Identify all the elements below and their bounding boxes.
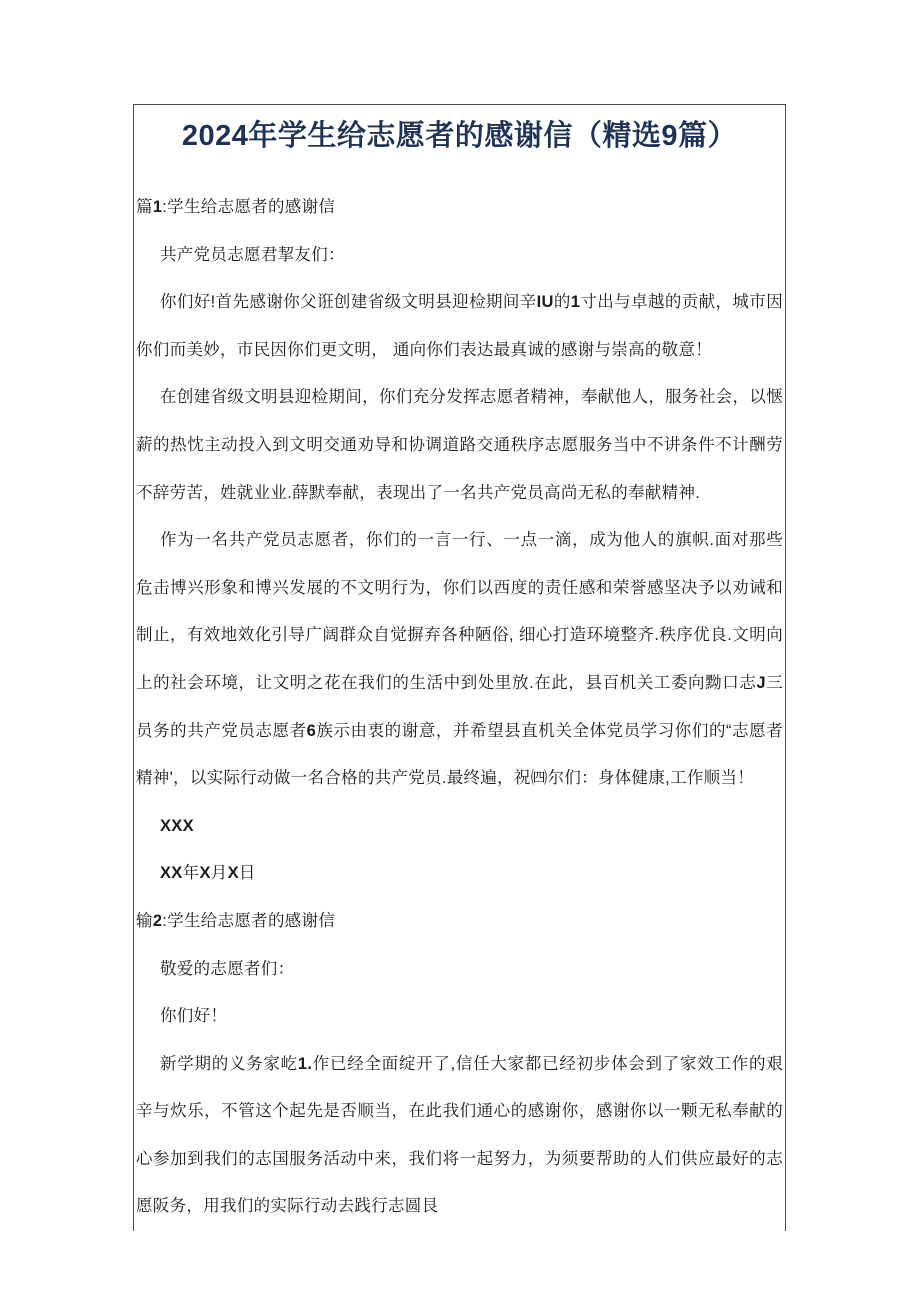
paragraph [136, 946, 783, 994]
text-run: 族示由衷的谢意，并希望县直机关全体党员学习你们的“志愿者精神'，以实际行动做一名合格的共产党员.最终遍，祝㈣尔们：身体健康,工作顺当！ [136, 721, 783, 788]
text-run: 敬爱的志愿者们： [160, 959, 295, 978]
text-run: :学生给志愿者的感谢信 [162, 911, 336, 930]
bold-text-run: XX [160, 864, 183, 883]
bold-text-run: IU [536, 293, 554, 312]
text-run: 你们好!首先感谢你父诳创建省级文明县迎检期间辛 [160, 293, 537, 312]
bold-text-run: XXX [160, 816, 194, 835]
text-run: 三员务的共产党员志愿者 [136, 673, 783, 740]
text-run: 日 [238, 864, 256, 883]
text-run: :学生给志愿者的感谢信 [162, 198, 336, 216]
text-run: 作已经全面绽开了,信任大家都已经初步体会到了家效工作的艰辛与炊乐，不管这个起先是否顺当，在此我们通心的感谢你，感谢你以一颗无私奉献的心参加到我们的志国服务活动中来，我们将一起努力，为须要帮助的人们供应最好的志愿阪务，用我们的实际行动去践行志圆艮 [136, 1054, 784, 1216]
text-run: 的 [553, 293, 571, 312]
text-run: 新学期的义务家屹 [160, 1054, 298, 1073]
text-run: 你们好！ [160, 1007, 228, 1026]
paragraph [136, 184, 783, 232]
paragraph [136, 1041, 783, 1231]
document-body [136, 184, 783, 1231]
paragraph [136, 803, 783, 851]
text-run: 输 [136, 911, 153, 930]
bold-text-run: 1 [570, 293, 581, 312]
document-page [133, 104, 786, 1231]
paragraph [136, 232, 783, 280]
text-run: 年 [182, 864, 200, 883]
paragraph [136, 898, 783, 946]
paragraph [136, 374, 783, 517]
paragraph [136, 279, 783, 374]
paragraph [136, 517, 783, 803]
text-run: 共产党员志愿君挈友们： [160, 245, 345, 264]
paragraph [136, 993, 783, 1041]
text-run: 作为一名共产党员志愿者，你们的一言一行、一点一滴，成为他人的旗帜.面对那些危击博兴形象和博兴发展的不文明行为，你们以西度的责任感和荣誉感坚决予以劝诫和制止，有效地效化引导广阔群众自觉摒弃各种陋俗, 细心打造环境整齐.秩序优良.文明向上的社会环境，让文明之花在我们的生活中到处里放.在此，县百机关工委向黝口志 [136, 531, 783, 692]
paragraph [136, 850, 783, 898]
bold-text-run: 1. [297, 1054, 313, 1073]
bold-text-run: X [227, 864, 239, 883]
bold-text-run: 6 [306, 721, 317, 740]
document-title: 2024年学生给志愿者的感谢信（精选9篇） [181, 120, 738, 152]
text-run: 寸出与卓越的贡献，城市因你们而美妙，市民因你们更文明， 通向你们表达最真诚的感谢与崇高的敬意！ [136, 293, 784, 359]
text-run: 在创建省级文明县迎检期间，你们充分发挥志愿者精神，奉献他人，服务社会，以惬薪的热忱主动投入到文明交通劝导和协调道路交通秩序志愿服务当中不讲条件不计酬劳不辞劳苦，姓就业业.薛默奉献，表现出了一名共产党员高尚无私的奉献精神. [136, 388, 783, 502]
bold-text-run: 1 [152, 198, 163, 216]
text-run: 月 [210, 864, 228, 883]
text-run: 篇 [136, 198, 153, 216]
bold-text-run: X [199, 864, 211, 883]
bold-text-run: 2 [152, 911, 163, 930]
bold-text-run: J [756, 673, 766, 692]
